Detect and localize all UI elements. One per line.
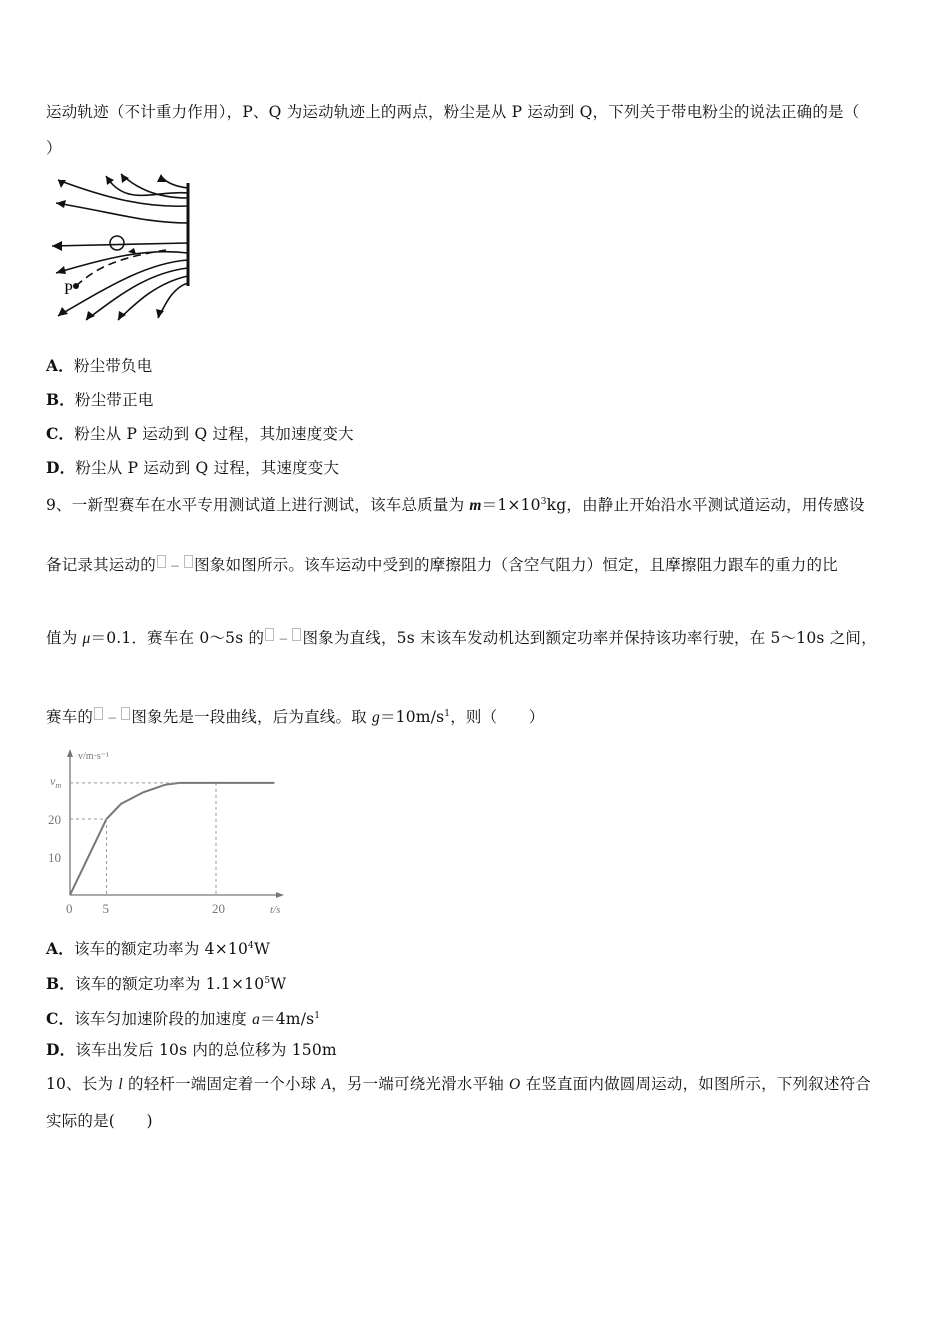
- x-axis-arrow: [276, 892, 284, 898]
- q10-stem-line2: 实际的是( ): [46, 1112, 153, 1130]
- q8-option-d[interactable]: [46, 458, 339, 478]
- electric-field-lines-figure: [46, 168, 196, 328]
- q8-option-a[interactable]: [46, 356, 152, 376]
- q10-stem-line1: 10、长为 l 的轻杆一端固定着一个小球 A，另一端可绕光滑水平轴 O 在竖直面内做圆周运动，如图所示，下列叙述符合: [46, 1075, 871, 1093]
- missing-glyph-icon: [292, 628, 301, 641]
- x-tick-label: 5: [102, 901, 109, 916]
- q9-stem-line2: 备记录其运动的 − 图象如图所示。该车运动中受到的摩擦阻力（含空气阻力）恒定，且摩擦阻力跟车的重力的比: [46, 556, 838, 574]
- q9-stem-line3: 值为 μ＝0.1．赛车在 0～5s 的 − 图象为直线，5s 末该车发动机达到额定功率并保持该功率行驶，在 5～10s 之间，: [46, 629, 877, 647]
- q8-stem-line1: 运动轨迹（不计重力作用），P、Q 为运动轨迹上的两点，粉尘是从 P 运动到 Q，下列关于带电粉尘的说法正确的是（: [46, 103, 860, 121]
- missing-glyph-icon: [157, 555, 166, 568]
- missing-glyph-icon: [94, 707, 103, 720]
- option-text: 粉尘带负电: [73, 357, 153, 375]
- x-tick-label: 0: [66, 901, 73, 916]
- q9-stem-line4: 赛车的 − 图象先是一段曲线，后为直线。取 $g=10m/s^1$，则（ ）: [46, 708, 545, 727]
- option-text: 粉尘从 P 运动到 Q 过程，其速度变大: [75, 459, 340, 477]
- option-key: A．: [46, 356, 74, 375]
- option-key: D．: [46, 458, 76, 477]
- q8-stem-line2: ）: [46, 139, 62, 157]
- q8-option-c[interactable]: [46, 424, 354, 444]
- y-axis-label: v/m·s⁻¹: [78, 751, 110, 762]
- missing-glyph-icon: [265, 628, 274, 641]
- q9-stem-line1: 9、一新型赛车在水平专用测试道上进行测试，该车总质量为 $m=1\times 10^3kg$，由静止开始沿水平测试道运动，用传感设: [46, 496, 865, 515]
- q8-option-b[interactable]: [46, 390, 154, 410]
- option-key: B．: [46, 390, 76, 409]
- velocity-time-chart: [40, 745, 300, 925]
- option-text: 粉尘从 P 运动到 Q 过程，其加速度变大: [74, 425, 354, 443]
- missing-glyph-icon: [184, 555, 193, 568]
- velocity-curve: [70, 783, 274, 895]
- option-key: C．: [46, 424, 75, 443]
- y-tick-label: 10: [48, 850, 61, 865]
- point-p-label: P: [64, 281, 73, 298]
- x-tick-label: 20: [212, 901, 225, 916]
- y-tick-label-vm: $v_m$: [50, 773, 62, 790]
- missing-glyph-icon: [121, 707, 130, 720]
- q9-option-c[interactable]: C．该车匀加速阶段的加速度 $a=4m/s^1$: [46, 1009, 321, 1029]
- y-tick-label: 20: [48, 812, 61, 827]
- q9-option-d[interactable]: D．该车出发后 10s 内的总位移为 150m: [46, 1040, 337, 1059]
- q9-option-b[interactable]: B．该车的额定功率为 $1.1\times 10^5W$: [46, 974, 287, 994]
- option-text: 粉尘带正电: [75, 391, 154, 409]
- y-axis-arrow: [67, 749, 73, 757]
- x-axis-label: t/s: [270, 904, 281, 916]
- q9-option-a[interactable]: A．该车的额定功率为 $4\times 10^4W$: [46, 939, 271, 959]
